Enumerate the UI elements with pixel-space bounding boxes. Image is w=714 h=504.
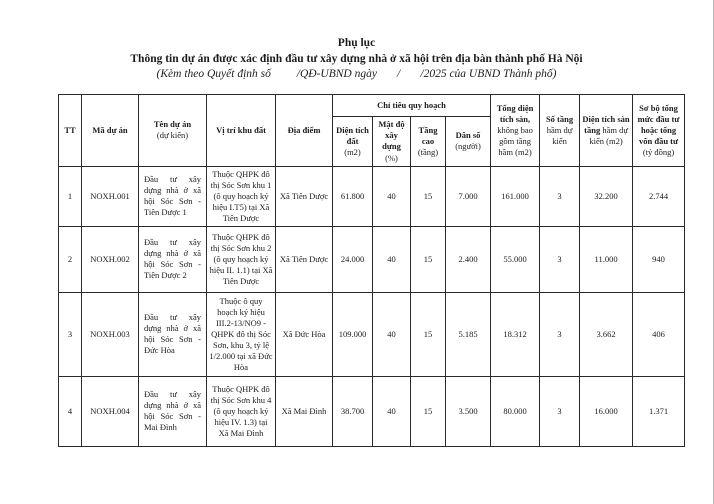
cell-tong-dien-tich-san: 18.312	[491, 292, 540, 376]
col-header-tang-cao: Tầng cao (tầng)	[411, 117, 446, 166]
cell-dan-so: 7.000	[446, 166, 491, 226]
document-title: Thông tin dự án được xác định đầu tư xây dựng nhà ở xã hội trên địa bàn thành phố Hà Nội	[130, 52, 583, 65]
col-header-vi-tri: Vị trí khu đất	[207, 95, 276, 166]
table-row	[59, 292, 685, 376]
cell-vi-tri: Thuộc QHPK đô thị Sóc Sơn khu 2 (ô quy hoạch ký hiệu II. 1.1) tại Xã Tiên Dược	[207, 226, 276, 292]
cell-dan-so: 2.400	[446, 226, 491, 292]
appendix-label: Phụ lục	[337, 37, 376, 49]
cell-tong-muc-dau-tu: 406	[633, 292, 685, 376]
col-header-tong-dien-tich-san: Tổng diện tích sàn, không bao gồm tầng hầm (m2)	[491, 95, 540, 166]
cell-tong-muc-dau-tu: 2.744	[633, 166, 685, 226]
cell-tong-dien-tich-san: 80.000	[491, 376, 540, 446]
cell-ten-du-an: Đầu tư xây dựng nhà ở xã hội Sóc Sơn - Đức Hòa	[139, 292, 207, 376]
cell-ma-du-an: NOXH.003	[82, 292, 139, 376]
cell-vi-tri: Thuộc QHPK đô thị Sóc Sơn khu 1 (ô quy hoạch ký hiệu I.T5) tại Xã Tiên Dược	[207, 166, 276, 226]
cell-tt: 3	[59, 292, 82, 376]
cell-dien-tich-dat: 24.000	[333, 226, 373, 292]
cell-tong-muc-dau-tu: 940	[633, 226, 685, 292]
cell-tt: 4	[59, 376, 82, 446]
cell-dien-tich-dat: 61.800	[333, 166, 373, 226]
table-row	[59, 376, 685, 446]
col-header-so-tang-ham: Số tầng hầm dự kiến	[540, 95, 580, 166]
cell-dan-so: 5.185	[446, 292, 491, 376]
cell-dt-san-tang-ham: 11.000	[580, 226, 633, 292]
cell-dia-diem: Xã Tiên Dược	[276, 226, 333, 292]
cell-so-tang-ham: 3	[540, 376, 580, 446]
cell-tang-cao: 15	[411, 376, 446, 446]
cell-ma-du-an: NOXH.004	[82, 376, 139, 446]
col-header-mat-do: Mật độ xây dựng (%)	[373, 117, 411, 166]
col-header-ten-du-an: Tên dự án (dự kiến)	[139, 95, 207, 166]
cell-so-tang-ham: 3	[540, 226, 580, 292]
col-header-ma-du-an: Mã dự án	[82, 95, 139, 166]
projects-table	[58, 94, 685, 446]
document-subtitle: (Kèm theo Quyết định số /QĐ-UBND ngày / /2025 của UBND Thành phố)	[156, 67, 557, 80]
cell-mat-do: 40	[373, 166, 411, 226]
cell-so-tang-ham: 3	[540, 292, 580, 376]
table-row	[59, 226, 685, 292]
cell-vi-tri: Thuộc QHPK đô thị Sóc Sơn khu 4 (ô quy hoạch ký hiệu IV. 1.3) tại Xã Mai Đình	[207, 376, 276, 446]
cell-ten-du-an: Đầu tư xây dựng nhà ở xã hội Sóc Sơn - Tiên Dược 1	[139, 166, 207, 226]
cell-mat-do: 40	[373, 292, 411, 376]
col-header-so-bo-tong-muc: Sơ bộ tổng mức đầu tư hoặc tổng vốn đầu tư (tỷ đồng)	[633, 95, 685, 166]
cell-dien-tich-dat: 38.700	[333, 376, 373, 446]
cell-tong-dien-tich-san: 161.000	[491, 166, 540, 226]
cell-dt-san-tang-ham: 16.000	[580, 376, 633, 446]
col-header-dia-diem: Địa điểm	[276, 95, 333, 166]
title-block	[0, 0, 713, 81]
cell-tang-cao: 15	[411, 292, 446, 376]
cell-dt-san-tang-ham: 32.200	[580, 166, 633, 226]
cell-ten-du-an: Đầu tư xây dựng nhà ở xã hội Sóc Sơn - Mai Đình	[139, 376, 207, 446]
col-header-dien-tich-dat: Diện tích đất (m2)	[333, 117, 373, 166]
cell-dt-san-tang-ham: 3.662	[580, 292, 633, 376]
cell-dia-diem: Xã Tiên Dược	[276, 166, 333, 226]
col-header-dan-so: Dân số (người)	[446, 117, 491, 166]
cell-ten-du-an: Đầu tư xây dựng nhà ở xã hội Sóc Sơn - Tiên Dược 2	[139, 226, 207, 292]
cell-tong-dien-tich-san: 55.000	[491, 226, 540, 292]
col-header-group-chi-tieu: Chỉ tiêu quy hoạch	[333, 95, 491, 117]
col-header-dt-san-tang-ham: Diện tích sàn tầng hầm dự kiến (m2)	[580, 95, 633, 166]
cell-dia-diem: Xã Đức Hòa	[276, 292, 333, 376]
cell-tang-cao: 15	[411, 166, 446, 226]
cell-tt: 2	[59, 226, 82, 292]
cell-tang-cao: 15	[411, 226, 446, 292]
cell-dien-tich-dat: 109.000	[333, 292, 373, 376]
cell-ma-du-an: NOXH.001	[82, 166, 139, 226]
cell-dia-diem: Xã Mai Đình	[276, 376, 333, 446]
cell-vi-tri: Thuộc ô quy hoạch ký hiệu III.2-13/NO9 - QHPK đô thị Sóc Sơn, khu 3, tỷ lệ 1/2.000 tại xã Đức Hòa	[207, 292, 276, 376]
cell-dan-so: 3.500	[446, 376, 491, 446]
cell-tong-muc-dau-tu: 1.371	[633, 376, 685, 446]
cell-tt: 1	[59, 166, 82, 226]
cell-mat-do: 40	[373, 376, 411, 446]
cell-ma-du-an: NOXH.002	[82, 226, 139, 292]
cell-mat-do: 40	[373, 226, 411, 292]
table-row	[59, 166, 685, 226]
col-header-tt: TT	[59, 95, 82, 166]
cell-so-tang-ham: 3	[540, 166, 580, 226]
